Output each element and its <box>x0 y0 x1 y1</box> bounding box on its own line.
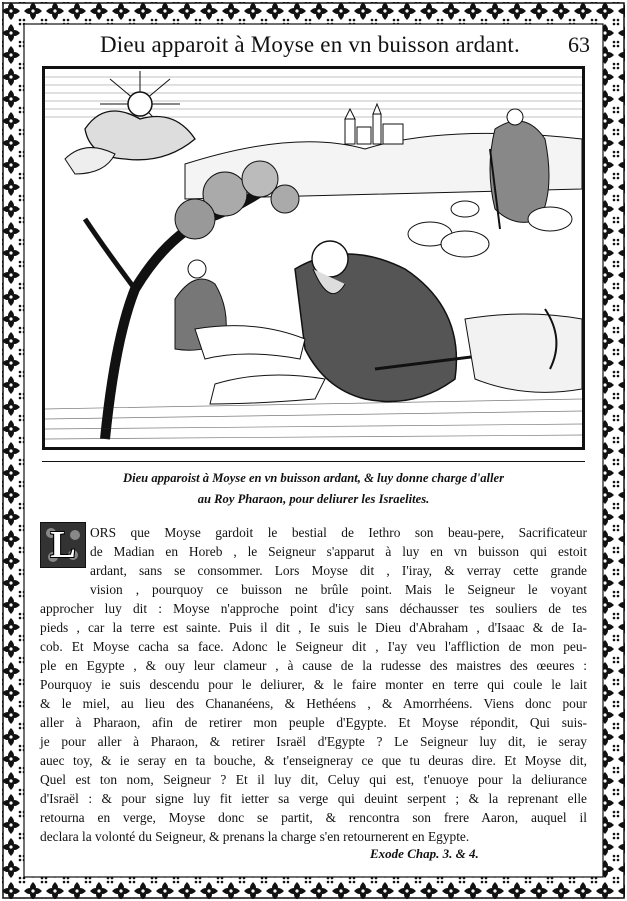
god-in-cloud <box>65 71 195 174</box>
initial-letter: L <box>50 524 76 566</box>
body-line: cob. Et Moyse cacha sa face. Adonc le Seigneur dit , I'ay veu l'affliction de mon peu- <box>40 639 587 654</box>
decorative-initial <box>40 522 86 568</box>
body-line: d'Israël : & pour signe luy fit ietter sa verge qui deuint serpent ; & la reprenant elle <box>40 791 587 806</box>
distant-town <box>345 104 403 144</box>
body-line: Quel est ton nom, Seigneur ? Et il luy dit, Celuy qui est, t'enuoye pour la deliurance <box>40 772 587 787</box>
body-line: je pour aller à Pharaon, & retirer Israël d'Egypte ? Le Seigneur luy dit, ie seray <box>40 734 587 749</box>
woodcut-illustration <box>42 66 585 450</box>
body-line: approcher luy dit : Moyse n'approche point d'icy sans déchausser tes souliers de tes <box>40 601 587 616</box>
page-number: 63 <box>568 32 590 57</box>
body-line: declara la volonté du Seigneur, & prenans la charge s'en retournerent en Egypte. <box>40 829 470 844</box>
body-line: aller à Pharaon, afin de retirer mon peuple d'Egypte. Et Moyse répondit, Qui suis- <box>40 715 587 730</box>
caption-line-2: au Roy Pharaon, pour deliurer les Israelites. <box>197 492 430 506</box>
body-line: ple en Egypte , & ouy leur clameur , à cause de la rudesse des maistres des œeures : <box>40 658 587 673</box>
scripture-reference: Exode Chap. 3. & 4. <box>370 846 479 861</box>
body-line: de Madian en Horeb , le Seigneur s'apparut à luy en vn buisson qui estoit <box>90 544 587 559</box>
caption-rule <box>42 461 585 462</box>
body-line: auec toy, & ie seray en ta bouche, & t'enseigneray ce que tu deuras dire. Et Moyse dit, <box>40 753 587 768</box>
body-line: ardant, sans se consommer. Lors Moyse dit , I'iray, & verray cette grande <box>90 563 587 578</box>
sheep-flock <box>408 201 572 257</box>
woodcut-scene <box>45 69 582 447</box>
body-line: pieds , car la terre est sainte. Puis il dit , Ie suis le Dieu d'Abraham , d'Isaac & de Ia- <box>40 620 587 635</box>
page-title: Dieu apparoit à Moyse en vn buisson ardant. <box>100 32 520 57</box>
caption-line-1: Dieu apparoist à Moyse en vn buisson ardant, & luy donne charge d'aller <box>123 471 504 485</box>
body-line: retourna en verge, Moyse donc se partit, & rencontra son frere Aaron, auquel il <box>40 810 587 825</box>
body-line: Pourquoy ie suis descendu pour le deliurer, & le faire monter en terre qui coule le lait <box>40 677 587 692</box>
illustration-caption <box>56 468 571 510</box>
page-header <box>40 30 590 64</box>
body-line: & le miel, au lieu des Chananéens, & Hethéens , & Amorrhéens. Viens donc pour <box>40 696 587 711</box>
body-line: ORS que Moyse gardoit le bestial de Iethro son beau-pere, Sacrificateur <box>90 525 587 540</box>
body-line: vision , pourquoy ce buisson ne brûle point. Mais le Seigneur le voyant <box>90 582 587 597</box>
